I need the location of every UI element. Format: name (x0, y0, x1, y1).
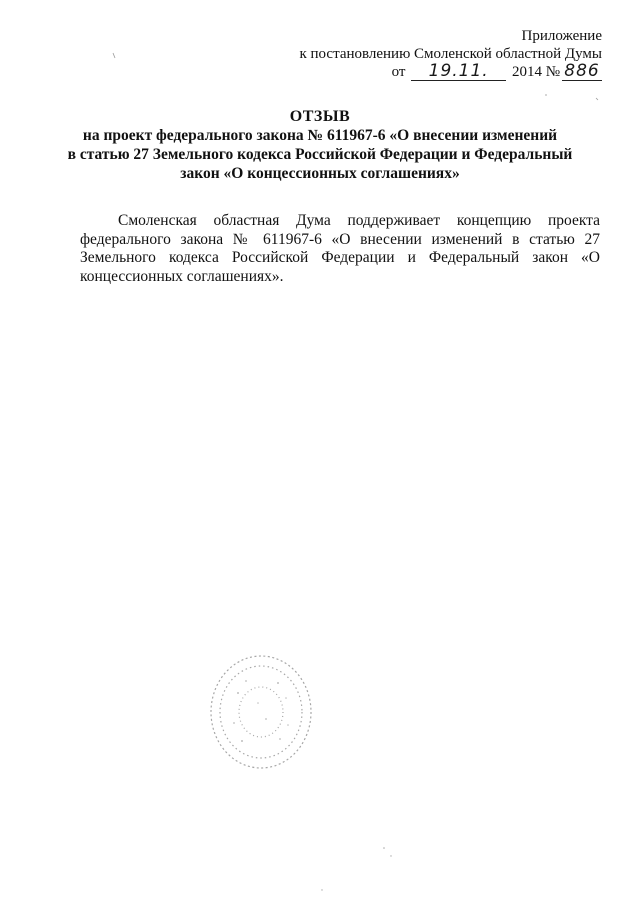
official-stamp (208, 653, 314, 771)
document-title (60, 107, 580, 183)
title-main: ОТЗЫВ (289, 108, 351, 125)
decree-reference: к постановлению Смоленской областной Думы (299, 46, 602, 62)
body-paragraph: Смоленская областная Дума поддерживает концепцию проекта федерального закона № 611967-6 «О внесении изменений в статью 27 Земельного кодекса Российской Федерации и Федеральный закон «О концессионных соглашениях». (80, 212, 600, 285)
handwritten-number: 886 (564, 61, 600, 81)
attachment-label: Приложение (521, 28, 602, 44)
title-line-3: закон «О концессионных соглашениях» (180, 165, 460, 182)
number-blank (562, 63, 602, 81)
year-number-label: 2014 № (511, 64, 560, 80)
date-blank (411, 63, 506, 81)
decree-date-row (299, 63, 602, 81)
date-prefix: от (391, 64, 406, 80)
handwritten-date: 19.11. (428, 61, 489, 81)
title-line-2: в статью 27 Земельного кодекса Российской Федерации и Федеральный (67, 146, 573, 163)
stamp-seal-icon (208, 653, 314, 771)
title-line-1: на проект федерального закона № 611967-6 «О внесении изменений (82, 127, 558, 144)
attachment-note (299, 27, 602, 81)
